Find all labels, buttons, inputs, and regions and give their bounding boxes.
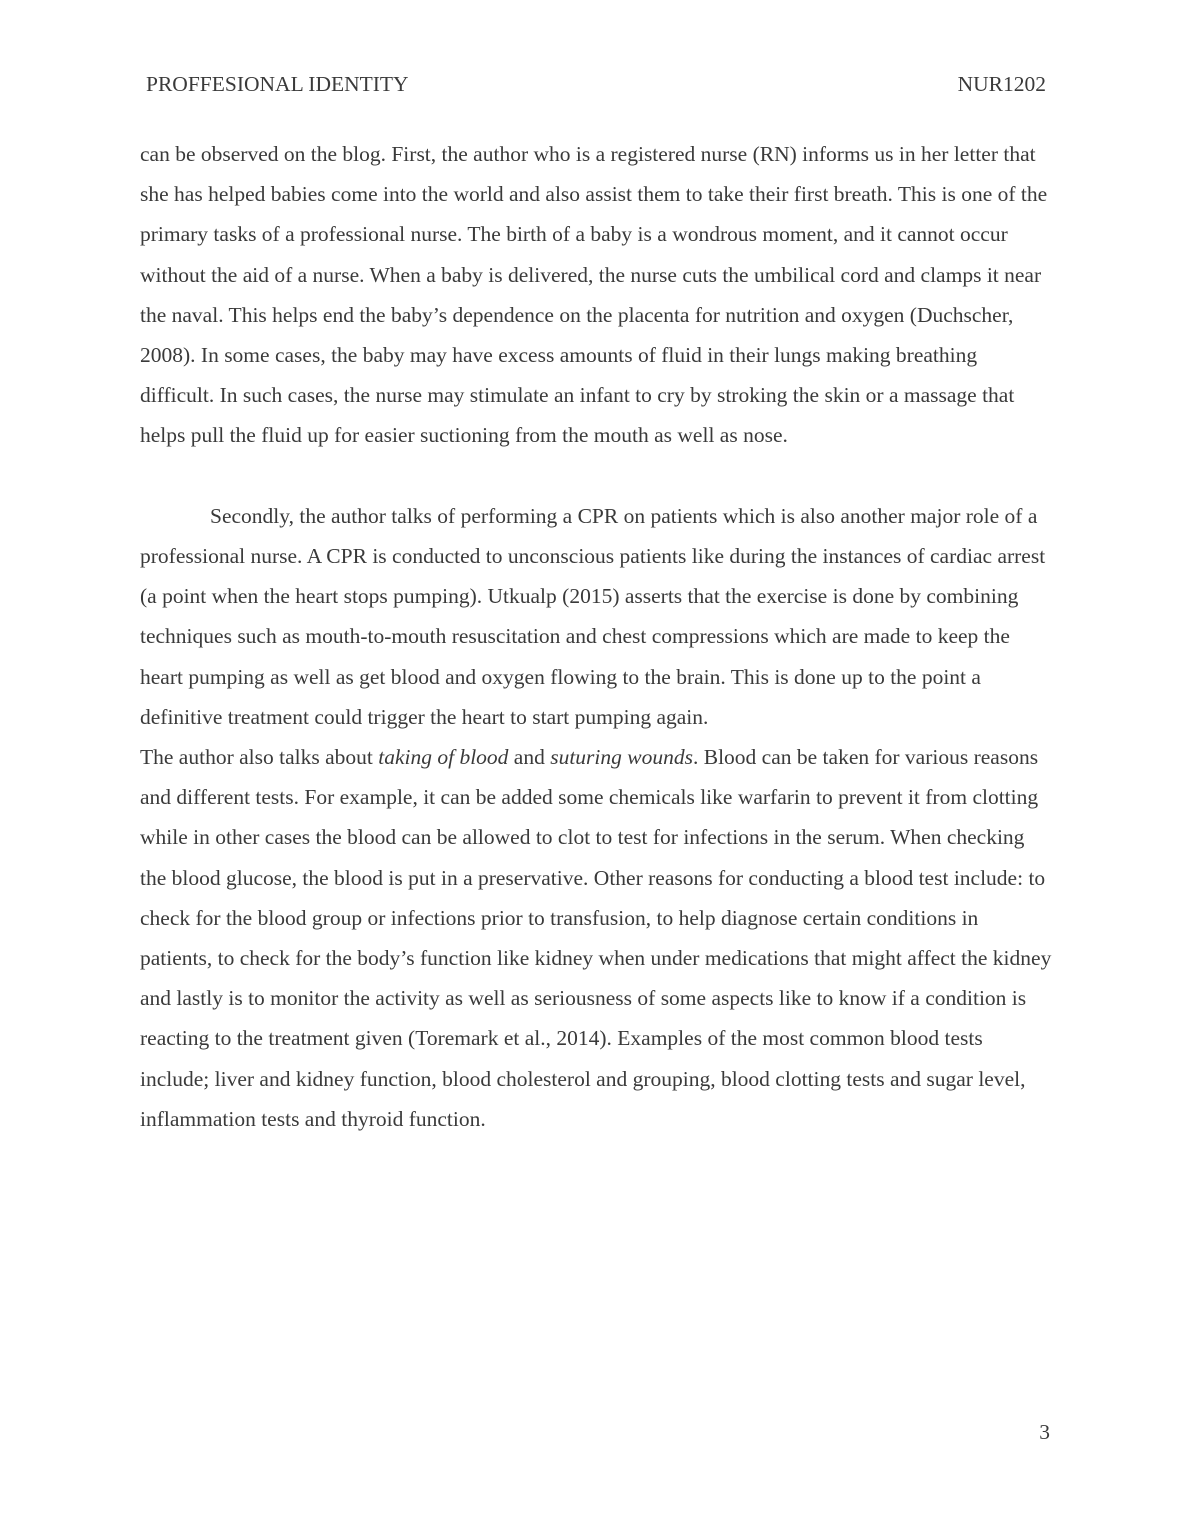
paragraph-cpr: Secondly, the author talks of performing a CPR on patients which is also another major role of a professional nurse. A CPR is conducted to unconscious patients like during the instances of cardiac arrest (a point when the heart stops pumping). Utkualp (2015) asserts that the exercise is done by combining techniques such as mouth-to-mouth resuscitation and chest compressions which are made to keep the heart pumping as well as get blood and oxygen flowing to the brain. This is done up to the point a definitive treatment could trigger the heart to start pumping again. (140, 503, 1046, 729)
emphasis-suturing-wounds: suturing wounds (550, 745, 693, 770)
paragraph-blood-tests (140, 737, 1052, 1139)
running-head-title: PROFFESIONAL IDENTITY (146, 72, 409, 96)
document-body (140, 134, 1052, 1139)
paragraph-blood-tests-conjunction: and (508, 745, 551, 770)
paragraph-spacer (140, 456, 1052, 496)
page-number: 3 (1039, 1420, 1050, 1444)
emphasis-taking-of-blood: taking of blood (378, 745, 509, 770)
paragraph-birth-assistance: can be observed on the blog. First, the author who is a registered nurse (RN) informs us in her letter that she has helped babies come into the world and also assist them to take their first breath. This is one of the primary tasks of a professional nurse. The birth of a baby is a wondrous moment, and it cannot occur without the aid of a nurse. When a baby is delivered, the nurse cuts the umbilical cord and clamps it near the naval. This helps end the baby’s dependence on the placenta for nutrition and oxygen (Duchscher, 2008). In some cases, the baby may have excess amounts of fluid in their lungs making breathing difficult. In such cases, the nurse may stimulate an infant to cry by stroking the skin or a massage that helps pull the fluid up for easier suctioning from the mouth as well as nose. (140, 142, 1048, 448)
paragraph-blood-tests-intro: The author also talks about (140, 745, 379, 770)
paragraph-blood-tests-body: . Blood can be taken for various reasons and different tests. For example, it can be added some chemicals like warfarin to prevent it from clotting while in other cases the blood can be allowed to clot to test for infections in the serum. When checking the blood glucose, the blood is put in a preservative. Other reasons for conducting a blood test include: to check for the blood group or infections prior to transfusion, to help diagnose certain conditions in patients, to check for the body’s function like kidney when under medications that might affect the kidney and lastly is to monitor the activity as well as seriousness of some aspects like to know if a condition is reacting to the treatment given (Toremark et al., 2014). Examples of the most common blood tests include; liver and kidney function, blood cholesterol and grouping, blood clotting tests and sugar level, inflammation tests and thyroid function. (140, 745, 1052, 1131)
page-header (146, 70, 1046, 98)
course-code: NUR1202 (957, 72, 1046, 96)
